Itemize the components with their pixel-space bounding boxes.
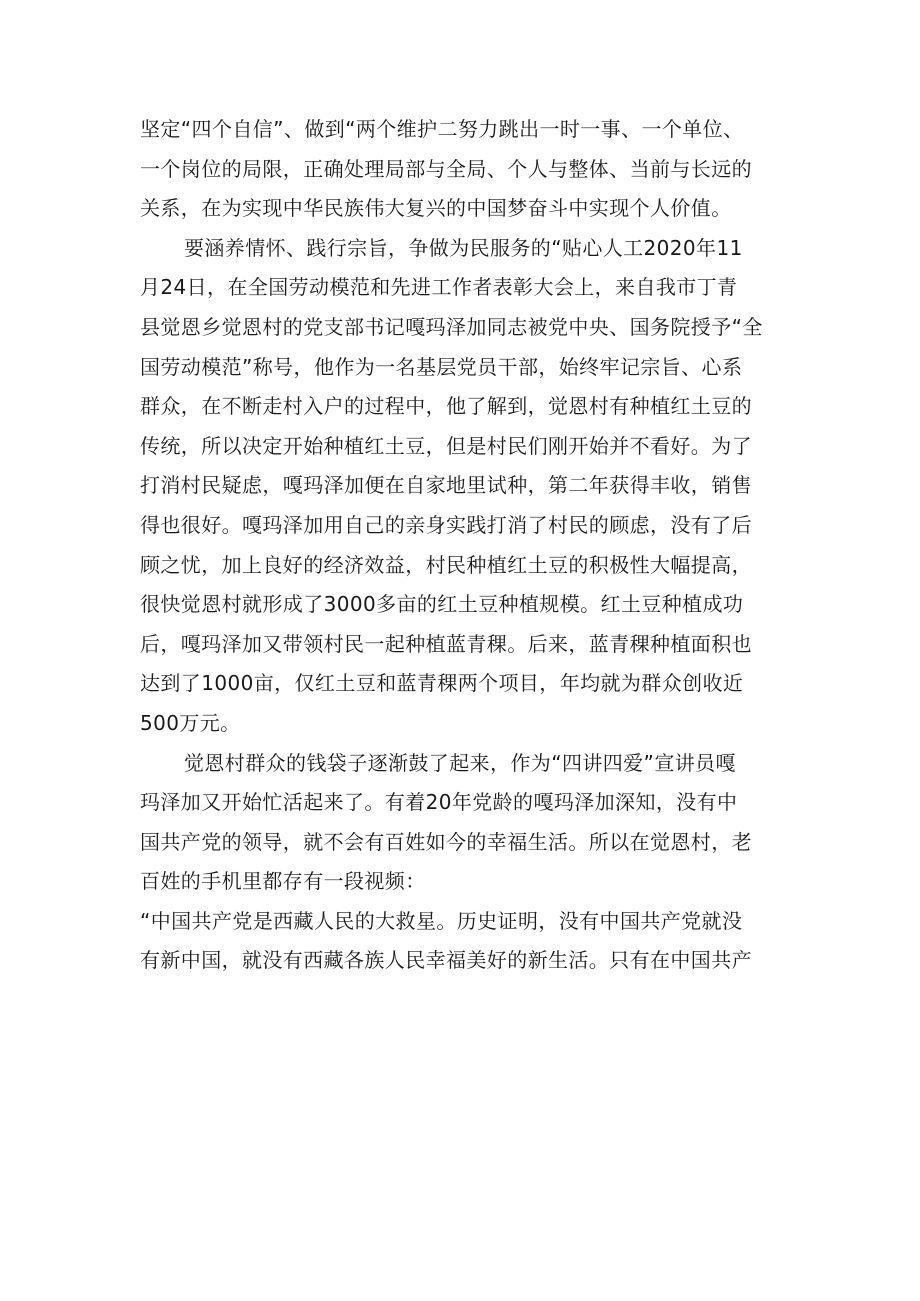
text-line: 后，嘎玛泽加又带领村民一起种植蓝青稞。后来，蓝青稞种植面积也 [140, 631, 752, 656]
text-line: 觉恩村群众的钱袋子逐渐鼓了起来，作为“四讲四爱”宣讲员嘎 [184, 750, 736, 775]
document-body [140, 110, 790, 981]
text-line: 群众，在不断走村入户的过程中，他了解到，觉恩村有种植红土豆的 [140, 394, 752, 419]
text-line: 要涵养情怀、践行宗旨，争做为民服务的“贴心人工2020年11 [184, 235, 743, 260]
text-line: 百姓的手机里都存有一段视频： [140, 869, 426, 894]
text-line: 国共产党的领导，就不会有百姓如今的幸福生活。所以在觉恩村，老 [140, 829, 752, 854]
text-line: 坚定“四个自信”、做到“两个维护二努力跳出一时一事、一个单位、 [140, 117, 744, 141]
paragraph-p2 [140, 229, 790, 744]
text-line: “中国共产党是西藏人民的大救星。历史证明，没有中国共产党就没 [140, 908, 743, 933]
text-line: 达到了1000亩，仅红土豆和蓝青稞两个项目，年均就为群众创收近 [140, 671, 744, 696]
text-line: 县觉恩乡觉恩村的党支部书记嘎玛泽加同志被党中央、国务院授予“全 [140, 314, 763, 339]
text-line: 国劳动模范”称号，他作为一名基层党员干部，始终牢记宗旨、心系 [140, 354, 743, 379]
paragraph-p1 [140, 110, 790, 229]
text-line: 月24日，在全国劳动模范和先进工作者表彰大会上，来自我市丁青 [140, 275, 738, 300]
paragraph-p4 [140, 902, 790, 981]
paragraph-p3 [140, 744, 790, 902]
text-line: 有新中国，就没有西藏各族人民幸福美好的新生活。只有在中国共产 [140, 948, 752, 973]
text-line: 很快觉恩村就形成了3000多亩的红土豆种植规模。红土豆种植成功 [140, 592, 744, 617]
text-line: 500万元。 [140, 710, 241, 735]
text-line: 得也很好。嘎玛泽加用自己的亲身实践打消了村民的顾虑，没有了后 [140, 512, 752, 537]
text-line: 顾之忧，加上良好的经济效益，村民种植红土豆的积极性大幅提高， [140, 552, 752, 577]
text-line: 关系，在为实现中华民族伟大复兴的中国梦奋斗中实现个人价值。 [140, 196, 732, 221]
text-line: 玛泽加又开始忙活起来了。有着20年党龄的嘎玛泽加深知，没有中 [140, 790, 738, 815]
text-line: 一个岗位的局限，正确处理局部与全局、个人与整体、当前与长远的 [140, 156, 752, 181]
text-line: 传统，所以决定开始种植红土豆，但是村民们刚开始并不看好。为了 [140, 433, 752, 458]
text-line: 打消村民疑虑，嘎玛泽加便在自家地里试种，第二年获得丰收，销售 [140, 473, 752, 498]
